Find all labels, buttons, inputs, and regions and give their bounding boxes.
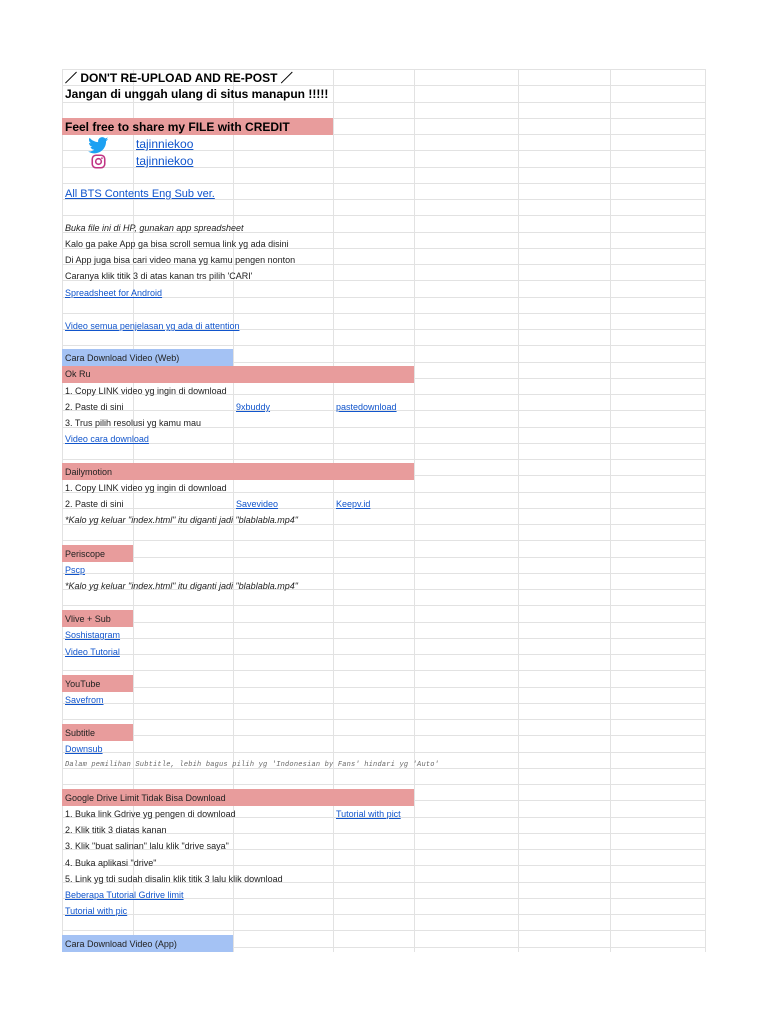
dailymotion-step-2: 2. Paste di sini: [65, 499, 124, 509]
dailymotion-title: Dailymotion: [65, 467, 113, 477]
periscope-note: *Kalo yg keluar "index.html" itu diganti jadi "blablabla.mp4": [65, 581, 298, 591]
grid-line: [62, 345, 706, 346]
grid-line: [62, 313, 706, 314]
dailymotion-step-1: 1. Copy LINK video yg ingin di download: [65, 483, 227, 493]
note-line-4: Caranya klik titik 3 di atas kanan trs pilih 'CARI': [65, 271, 253, 281]
gdrive-title: Google Drive Limit Tidak Bisa Download: [65, 793, 226, 803]
share-banner: Feel free to share my FILE with CREDIT: [65, 120, 290, 134]
grid-line: [62, 735, 706, 736]
app-section-title: Cara Download Video (App): [65, 939, 177, 949]
grid-line: [62, 215, 706, 216]
grid-line: [62, 719, 706, 720]
subtitle-title: Subtitle: [65, 728, 96, 738]
grid-line: [62, 687, 706, 688]
periscope-title: Periscope: [65, 549, 106, 559]
grid-line: [62, 540, 706, 541]
instagram-link[interactable]: tajinniekoo: [136, 154, 194, 168]
okru-header-fill: [62, 366, 414, 383]
subtitle-note: Dalam pemilihan Subtitle, lebih bagus pilih yg 'Indonesian by Fans' hindari yg 'Auto': [65, 761, 440, 769]
gdrive-tutorial-pict-link[interactable]: Tutorial with pict: [336, 809, 401, 819]
dailymotion-header-fill: [62, 463, 414, 480]
grid-line: [62, 865, 706, 866]
okru-step-1: 1. Copy LINK video yg ingin di download: [65, 386, 227, 396]
grid-line: [62, 557, 706, 558]
vlive-soshistagram-link[interactable]: Soshistagram: [65, 630, 121, 640]
dailymotion-keepv-link[interactable]: Keepv.id: [336, 499, 371, 509]
grid-line: [62, 654, 706, 655]
grid-line: [62, 443, 706, 444]
grid-line: [62, 638, 706, 639]
grid-line: [333, 69, 334, 952]
grid-line: [62, 69, 63, 952]
grid-line: [62, 102, 706, 103]
gdrive-tutorial-pic-link[interactable]: Tutorial with pic: [65, 906, 128, 916]
gdrive-step-2: 2. Klik titik 3 diatas kanan: [65, 825, 167, 835]
grid-line: [62, 622, 706, 623]
gdrive-step-5: 5. Link yg tdi sudah disalin klik titik 3 lalu klik download: [65, 874, 283, 884]
all-bts-link[interactable]: All BTS Contents Eng Sub ver.: [65, 188, 215, 200]
grid-line: [62, 459, 706, 460]
gdrive-step-1: 1. Buka link Gdrive yg pengen di download: [65, 809, 236, 819]
grid-line: [518, 69, 519, 952]
grid-line: [62, 508, 706, 509]
video-attention-link[interactable]: Video semua penjelasan yg ada di attention: [65, 321, 240, 331]
note-line-3: Di App juga bisa cari video mana yg kamu pengen nonton: [65, 255, 296, 265]
web-section-title: Cara Download Video (Web): [65, 353, 180, 363]
okru-9xbuddy-link[interactable]: 9xbuddy: [236, 402, 271, 412]
grid-line: [62, 930, 706, 931]
grid-line: [62, 605, 706, 606]
warning-title: ／ DON'T RE-UPLOAD AND RE-POST ／: [65, 71, 293, 85]
grid-line: [62, 784, 706, 785]
dailymotion-note: *Kalo yg keluar "index.html" itu diganti jadi "blablabla.mp4": [65, 515, 298, 525]
twitter-icon: [88, 137, 109, 154]
note-line-1: Buka file ini di HP, gunakan app spreadsheet: [65, 223, 244, 233]
spreadsheet-android-link[interactable]: Spreadsheet for Android: [65, 288, 163, 298]
grid-line: [62, 752, 706, 753]
spreadsheet-grid: [62, 69, 706, 952]
okru-video-link[interactable]: Video cara download: [65, 434, 149, 444]
youtube-title: YouTube: [65, 679, 101, 689]
okru-step-2: 2. Paste di sini: [65, 402, 124, 412]
okru-step-3: 3. Trus pilih resolusi yg kamu mau: [65, 418, 202, 428]
grid-line: [62, 670, 706, 671]
gdrive-step-3: 3. Klik "buat salinan" lalu klik "drive saya": [65, 841, 229, 851]
grid-line: [610, 69, 611, 952]
grid-line: [705, 69, 706, 952]
periscope-pscp-link[interactable]: Pscp: [65, 565, 86, 575]
grid-line: [62, 183, 706, 184]
dailymotion-savevideo-link[interactable]: Savevideo: [236, 499, 279, 509]
gdrive-tutorials-link[interactable]: Beberapa Tutorial Gdrive limit: [65, 890, 184, 900]
youtube-savefrom-link[interactable]: Savefrom: [65, 695, 104, 705]
okru-pastedownload-link[interactable]: pastedownload: [336, 402, 397, 412]
vlive-tutorial-link[interactable]: Video Tutorial: [65, 647, 120, 657]
twitter-link[interactable]: tajinniekoo: [136, 137, 194, 151]
grid-line: [62, 914, 706, 915]
grid-line: [62, 573, 706, 574]
subtitle-downsub-link[interactable]: Downsub: [65, 744, 103, 754]
gdrive-step-4: 4. Buka aplikasi "drive": [65, 858, 157, 868]
warning-subtitle: Jangan di unggah ulang di situs manapun !!!!!: [65, 87, 329, 101]
grid-line: [62, 703, 706, 704]
note-line-2: Kalo ga pake App ga bisa scroll semua link yg ada disini: [65, 239, 289, 249]
okru-title: Ok Ru: [65, 369, 91, 379]
instagram-icon: [91, 154, 106, 169]
vlive-title: Vlive + Sub: [65, 614, 111, 624]
grid-line: [414, 69, 415, 952]
